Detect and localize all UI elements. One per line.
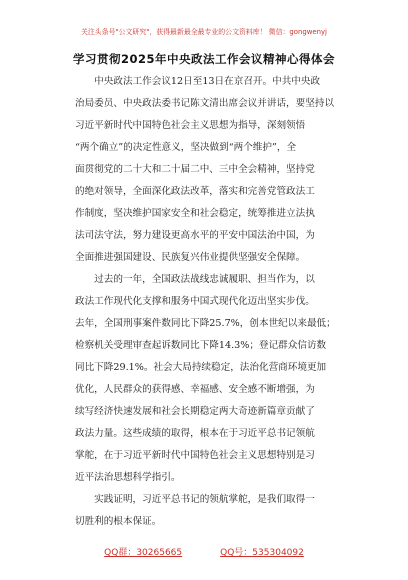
header-notice: 关注头条号"公文研究"，获得最新最全最专业的公文资料库！ 微信：gongwenyj [81, 28, 327, 36]
body-line: 面贯彻党的二十大和二十届二中、三中全会精神，坚持党 [75, 164, 315, 175]
body-line: 过去的一年，全国政法战线忠诚履职、担当作为，以 [75, 274, 315, 285]
body-line: 全面推进强国建设、民族复兴伟业提供坚强安全保障。 [75, 252, 306, 263]
body-line: 政法力量。这些成绩的取得，根本在于习近平总书记领航 [75, 428, 315, 439]
body-line: 习近平新时代中国特色社会主义思想为指导，深刻领悟 [75, 120, 306, 131]
contact-footer [0, 545, 408, 558]
body-line: 去年，全国刑事案件数同比下降25.7%，创本世纪以来最低； [75, 318, 336, 329]
body-text [75, 71, 341, 533]
body-line: 近平法治思想科学指引。 [75, 472, 181, 483]
qq-number-link[interactable]: QQ号：535304092 [220, 548, 304, 558]
body-line: 政法工作现代化支撑和服务中国式现代化迈出坚实步伐。 [75, 296, 315, 307]
qq-group-link[interactable]: QQ群：30265665 [104, 548, 183, 558]
body-line: 续写经济快速发展和社会长期稳定两大奇迹新篇章贡献了 [75, 406, 315, 417]
body-line: “两个确立”的决定性意义，坚决做到“两个维护”，全 [75, 142, 297, 153]
body-line: 实践证明，习近平总书记的领航掌舵，是我们取得一 [75, 494, 315, 505]
body-line: 作制度，坚决维护国家安全和社会稳定，统筹推进立法执 [75, 208, 315, 219]
body-line: 的绝对领导，全面深化政法改革，落实和完善党管政法工 [75, 186, 315, 197]
body-line: 法司法守法，努力建设更高水平的平安中国法治中国，为 [75, 230, 315, 241]
body-line: 治局委员、中央政法委书记陈文清出席会议并讲话，要坚持以 [75, 98, 335, 109]
body-line: 中央政法工作会议12日至13日在京召开。中共中央政 [75, 76, 321, 87]
body-line: 掌舵，在于习近平新时代中国特色社会主义思想特别是习 [75, 450, 315, 461]
body-line: 优化，人民群众的获得感、幸福感、安全感不断增强，为 [75, 384, 315, 395]
body-line: 同比下降29.1%。社会大局持续稳定，法治化营商环境更加 [75, 362, 327, 373]
page-title: 学习贯彻2025年中央政法工作会议精神心得体会 [72, 52, 335, 66]
body-line: 切胜利的根本保证。 [75, 516, 162, 527]
body-line: 检察机关受理审查起诉数同比下降14.3%；登记群众信访数 [75, 340, 327, 351]
